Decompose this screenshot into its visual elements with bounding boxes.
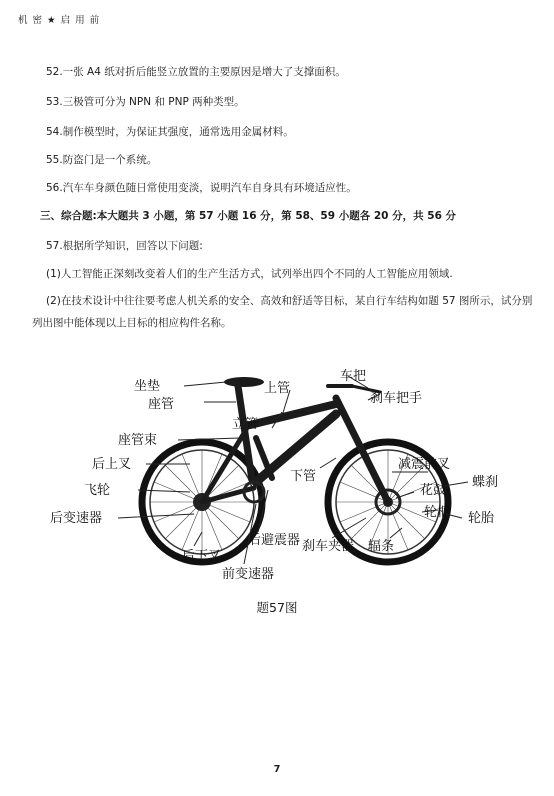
label-top-tube: 上管 (264, 381, 291, 396)
frame (202, 386, 388, 502)
label-disc-brake: 蝶刹 (472, 475, 499, 490)
label-freewheel: 飞轮 (84, 483, 111, 498)
label-rear-derailleur: 后变速器 (50, 511, 103, 526)
label-chain-stay: 后下叉 (182, 549, 222, 564)
question-56: 56.汽车车身颜色随日常使用变淡，说明汽车自身具有环境适应性。 (46, 182, 357, 194)
label-seat-tube: 座管 (148, 397, 175, 412)
label-seat-stay: 后上叉 (92, 457, 132, 472)
figure-caption: 题57图 (256, 600, 298, 615)
label-brake-lever: 刹车把手 (370, 391, 423, 406)
label-brake-caliper: 刹车夹器 (302, 539, 355, 554)
label-spokes: 辐条 (368, 539, 395, 554)
bicycle-figure (50, 368, 510, 586)
label-front-derailleur: 前变速器 (222, 567, 275, 582)
label-rim: 轮框 (424, 505, 451, 520)
question-54: 54.制作模型时，为保证其强度，通常选用金属材料。 (46, 126, 294, 138)
page-number: 7 (273, 764, 281, 775)
section-3-title: 三、综合题:本大题共 3 小题，第 57 小题 16 分，第 58、59 小题各 20 分，共 56 分 (40, 210, 457, 222)
label-handlebar: 车把 (340, 369, 367, 384)
question-53: 53.三极管可分为 NPN 和 PNP 两种类型。 (46, 96, 245, 108)
question-57-1: (1)人工智能正深刻改变着人们的生产生活方式，试列举出四个不同的人工智能应用领域. (46, 268, 453, 280)
saddle (224, 377, 264, 387)
label-down-tube: 下管 (290, 469, 317, 484)
confidential-header: 机 密 ★ 启 用 前 (18, 15, 101, 26)
label-rear-shock: 后避震器 (248, 533, 301, 548)
label-seat-clamp: 座管束 (118, 433, 158, 448)
question-55: 55.防盗门是一个系统。 (46, 154, 158, 166)
label-suspension-fork: 减震前叉 (398, 457, 451, 472)
question-57: 57.根据所学知识，回答以下问题: (46, 240, 203, 252)
label-saddle: 坐垫 (134, 379, 161, 394)
label-tire: 轮胎 (468, 511, 495, 526)
label-stem: 立管 (232, 417, 259, 432)
label-hub: 花鼓 (420, 483, 447, 498)
question-57-2: (2)在技术设计中往往要考虑人机关系的安全、高效和舒适等目标，某自行车结构如题 57 图所示，试分别列出图中能体现以上目标的相应构件名称。 (32, 295, 533, 329)
question-52: 52.一张 A4 纸对折后能竖立放置的主要原因是增大了支撑面积。 (46, 66, 346, 78)
